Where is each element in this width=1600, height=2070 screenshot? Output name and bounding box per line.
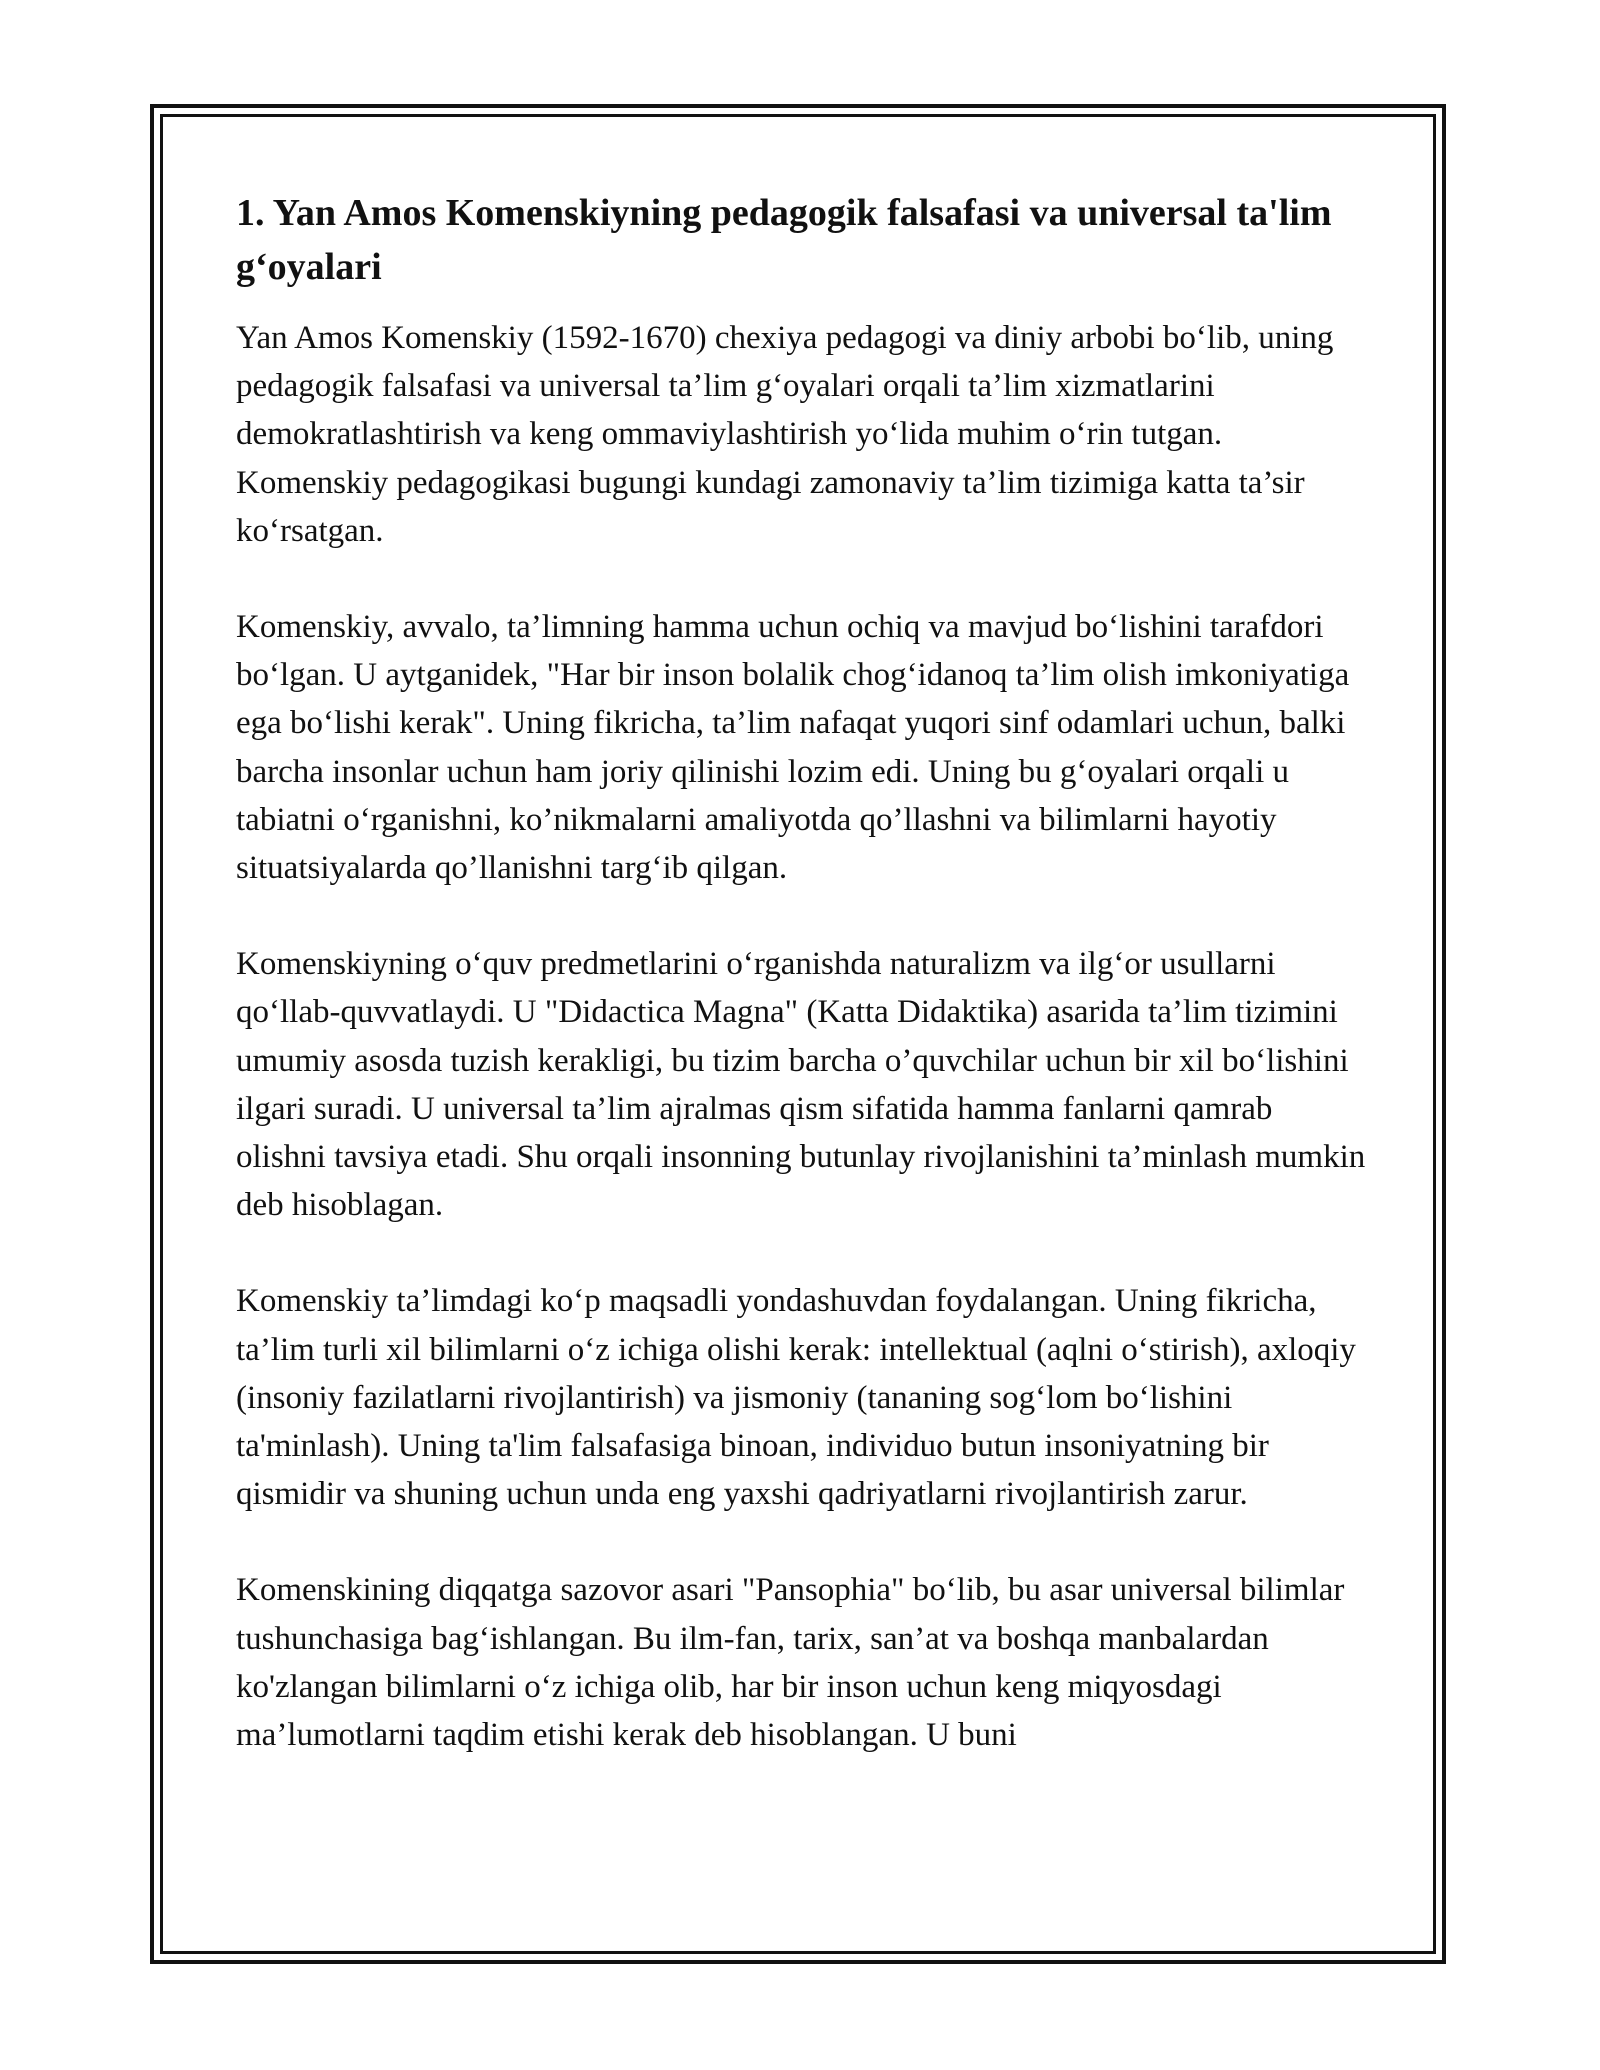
document-body xyxy=(236,186,1366,1807)
paragraph-5: Komenskining diqqatga sazovor asari "Pansophia" bo‘lib, bu asar universal bilimlar tushunchasiga bag‘ishlangan. Bu ilm-fan, tarix, san’at va boshqa manbalardan ko'zlangan bilimlarni o‘z ichiga olib, har bir inson uchun keng miqyosdagi ma’lumotlarni taqdim etishi kerak deb hisoblangan. U buni xyxy=(236,1572,1345,1754)
paragraph-2: Komenskiy, avvalo, ta’limning hamma uchun ochiq va mavjud bo‘lishini tarafdori bo‘lgan. U aytganidek, "Har bir inson bolalik chog‘idanoq ta’lim olish imkoniyatiga ega bo‘lishi kerak". Uning fikricha, ta’lim nafaqat yuqori sinf odamlari uchun, balki barcha insonlar uchun ham joriy qilinishi lozim edi. Uning bu g‘oyalari orqali u tabiatni o‘rganishni, ko’nikmalarni amaliyotda qo’llashni va bilimlarni hayotiy situatsiyalarda qo’llanishni targ‘ib qilgan. xyxy=(236,609,1350,887)
section-heading: 1. Yan Amos Komenskiyning pedagogik falsafasi va universal ta'lim g‘oyalari xyxy=(236,192,1332,288)
paragraph-3: Komenskiyning o‘quv predmetlarini o‘rganishda naturalizm va ilg‘or usullarni qo‘llab-quvvatlaydi. U "Didactica Magna" (Katta Didaktika) asarida ta’lim tizimini umumiy asosda tuzish kerakligi, bu tizim barcha o’quvchilar uchun bir xil bo‘lishini ilgari suradi. U universal ta’lim ajralmas qism sifatida hamma fanlarni qamrab olishni tavsiya etadi. Shu orqali insonning butunlay rivojlanishini ta’minlash mumkin deb hisoblagan. xyxy=(236,946,1366,1224)
paragraph-4: Komenskiy ta’limdagi ko‘p maqsadli yondashuvdan foydalangan. Uning fikricha, ta’lim turli xil bilimlarni o‘z ichiga olishi kerak: intellektual (aqlni o‘stirish), axloqiy (insoniy fazilatlarni rivojlantirish) va jismoniy (tananing sog‘lom bo‘lishini ta'minlash). Uning ta'lim falsafasiga binoan, individuo butun insoniyatning bir qismidir va shuning uchun unda eng yaxshi qadriyatlarni rivojlantirish zarur. xyxy=(236,1283,1356,1513)
paragraph-1: Yan Amos Komenskiy (1592-1670) chexiya pedagogi va diniy arbobi bo‘lib, uning pedagogik falsafasi va universal ta’lim g‘oyalari orqali ta’lim xizmatlarini demokratlashtirish va keng ommaviylashtirish yo‘lida muhim o‘rin tutgan. Komenskiy pedagogikasi bugungi kundagi zamonaviy ta’lim tizimiga katta ta’sir ko‘rsatgan. xyxy=(236,320,1334,549)
